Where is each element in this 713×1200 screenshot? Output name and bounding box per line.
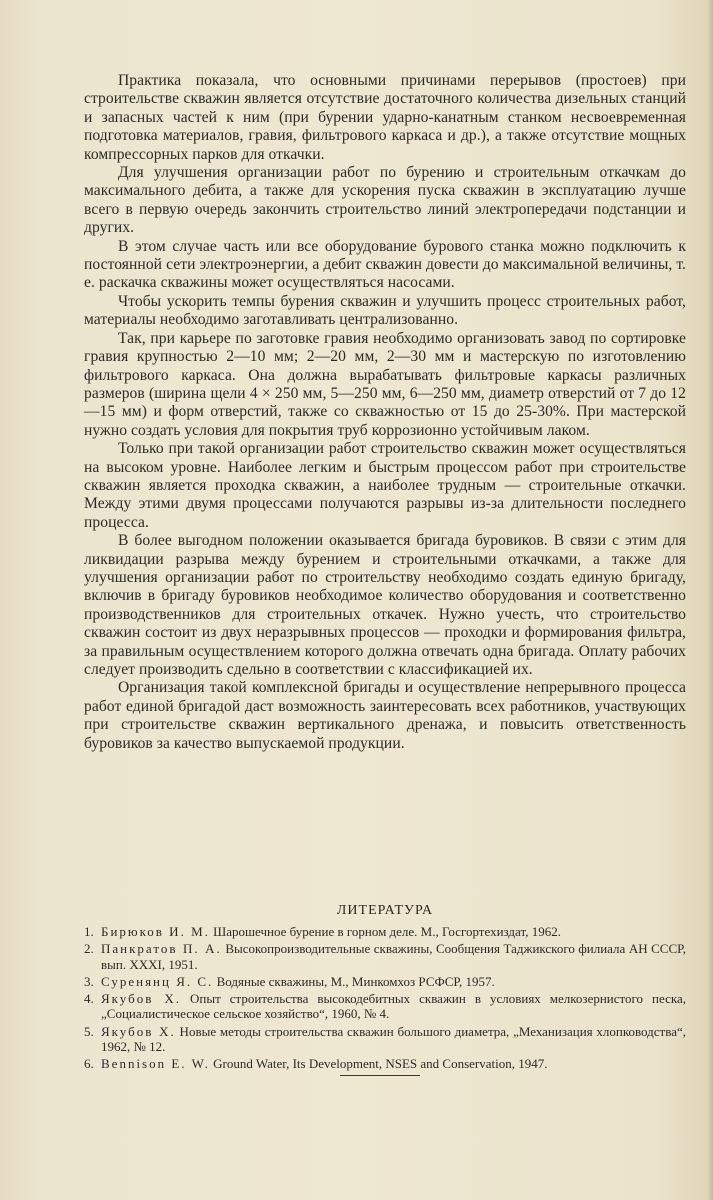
reference-author: Панкратов П. А. [101,941,222,957]
reference-number: 5. [84,1023,94,1039]
reference-text: Новые методы строительства скважин большого диаметра, „Механизация хлопководства“, 1962, № 12. [101,1023,687,1055]
references-title: ЛИТЕРАТУРА [336,903,434,918]
reference-text: Ground Water, Its Development, NSES and Conservation, 1947. [209,1056,548,1072]
main-text [84,72,686,753]
reference-author: Суренянц Я. С. [101,973,214,989]
reference-item [84,974,686,989]
reference-number: 4. [84,991,94,1007]
reference-text: Опыт строительства высокодебитных скважин в условиях мелкозернистого песка, „Социалистическое сельское хозяйство“, 1960, № 4. [101,991,686,1022]
paragraph: Практика показала, что основными причинами перерывов (простоев) при строительстве скважин является отсутствие достаточного количества дизельных станций и запасных частей к ним (при бурении ударно-канатным станком несвоевременная подготовка материалов, гравия, фильтрового каркаса и др.), а также отсутствие мощных компрессорных парков для откачки. [84,72,686,163]
reference-item [84,1056,686,1071]
reference-number: 2. [84,941,94,957]
reference-item [84,991,686,1022]
reference-item [84,941,686,972]
reference-number: 3. [84,973,94,989]
paragraph: Чтобы ускорить темпы бурения скважин и улучшить процесс строительных работ, материалы необходимо заготавливать централизованно. [84,292,686,329]
reference-author: Якубов Х. [101,991,182,1007]
paragraph: Только при такой организации работ строительство скважин может осуществляться на высоком уровне. Наиболее легким и быстрым процессом работ при строительстве скважин является проходка скважин, а наиболее трудным — строительные откачки. Между этими двумя процессами получаются разрывы из-за длительности последнего процесса. [84,440,686,531]
reference-text: Шарошечное бурение в горном деле. М., Госгортехиздат, 1962. [209,924,561,939]
reference-text: Высокопроизводительные скважины, Сообщения Таджикского филиала АН СССР, вып. XXXI, 1951. [101,941,686,972]
references-list [84,924,686,1074]
reference-number: 6. [84,1056,94,1072]
reference-number: 1. [84,924,94,939]
paragraph: Для улучшения организации работ по бурению и строительным откачкам до максимального дебита, а также для ускорения пуска скважин в эксплуатацию лучше всего в первую очередь закончить строительство линий электропередачи подстанции и других. [84,164,686,237]
page-edge-shadow [707,0,713,1200]
reference-author: Бирюков И. М. [101,924,210,939]
reference-item [84,924,686,939]
reference-item [84,1024,686,1055]
paragraph: В более выгодном положении оказывается бригада буровиков. В связи с этим для ликвидации разрыва между бурением и строительными откачками, а также для улучшения организации работ по строительству необходимо создать единую бригаду, включив в бригаду буровиков необходимое количество оборудования и соответственно производственников для строительных откачек. Нужно учесть, что строительство скважин состоит из двух неразрывных процессов — проходки и формирования фильтра, за правильным осуществлением которого должна отвечать одна бригада. Оплату рабочих следует производить сдельно в соответствии с классификацией их. [84,532,686,678]
reference-author: Якубов Х. [101,1023,176,1039]
end-rule-divider [340,1075,420,1076]
paragraph: Так, при карьере по заготовке гравия необходимо организовать завод по сортировке гравия крупностью 2—10 мм; 2—20 мм, 2—30 мм и мастерскую по изготовлению фильтрового каркаса. Она должна вырабатывать фильтровые каркасы различных размеров (ширина щели 4 × 250 мм, 5—250 мм, 6—250 мм, диаметр отверстий от 7 до 12—15 мм) и форм отверстий, также со скважностью от 15 до 25-30%. При мастерской нужно создать условия для покрытия труб коррозионно устойчивым лаком. [84,329,686,439]
reference-author: Bennison E. W. [101,1056,210,1072]
paragraph: В этом случае часть или все оборудование бурового станка можно подключить к постоянной сети электроэнергии, а дебит скважин довести до максимальной величины, т. е. раскачка скважины может осуществляться насосами. [84,237,686,292]
reference-text: Водяные скважины, М., Минкомхоз РСФСР, 1957. [213,973,495,989]
paragraph: Организация такой комплексной бригады и осуществление непрерывного процесса работ единой бригадой даст возможность заинтересовать всех работников, участвующих при строительстве скважин вертикального дренажа, и повысить ответственность буровиков за качество выпускаемой продукции. [84,679,686,752]
